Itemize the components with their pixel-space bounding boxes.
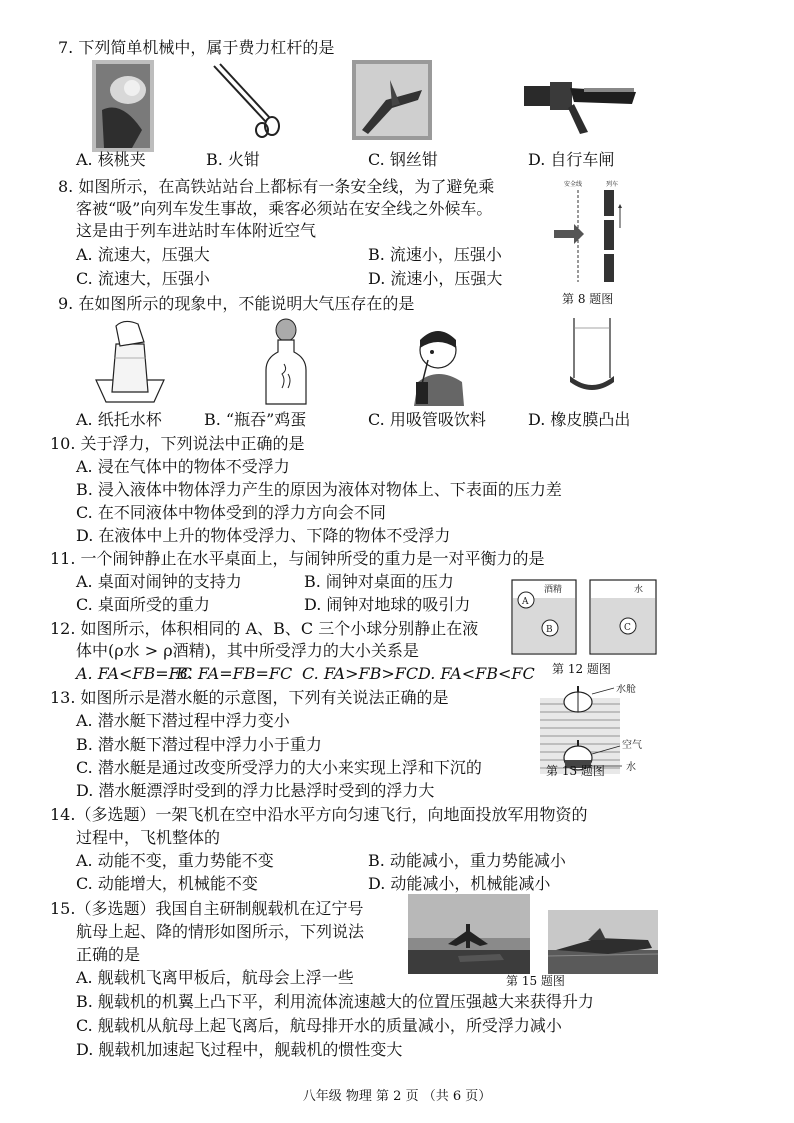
q12-stem-line2: 体中(ρ水 > ρ酒精)，其中所受浮力的大小关系是	[76, 641, 419, 660]
q14-option-b[interactable]: B. 动能减小，重力势能减小	[368, 851, 566, 870]
q10-stem: 10. 关于浮力，下列说法中正确的是	[50, 434, 305, 453]
q13-label-water: 水	[626, 762, 636, 773]
q13-option-a[interactable]: A. 潜水艇下潜过程中浮力变小	[76, 711, 290, 730]
q15-option-d[interactable]: D. 舰载机加速起飞过程中，舰载机的惯性变大	[76, 1040, 403, 1059]
q14-stem-line2: 过程中，飞机整体的	[76, 828, 221, 847]
q9-stem: 9. 在如图所示的现象中，不能说明大气压存在的是	[58, 294, 415, 313]
q12-figure	[510, 578, 660, 658]
q11-option-b[interactable]: B. 闹钟对桌面的压力	[304, 572, 454, 591]
bike-brake-photo	[524, 80, 640, 136]
bottle-egg-figure	[262, 318, 310, 406]
q7-option-d[interactable]: D. 自行车闸	[528, 150, 615, 169]
q14-option-c[interactable]: C. 动能增大，机械能不变	[76, 874, 258, 893]
q10-option-b[interactable]: B. 浸入液体中物体浮力产生的原因为液体对物体上、下表面的压力差	[76, 480, 562, 499]
q15-stem-line2: 航母上起、降的情形如图所示，下列说法	[76, 922, 365, 941]
q12-stem-line1: 12. 如图所示，体积相同的 A、B、C 三个小球分别静止在液	[50, 619, 479, 638]
q13-option-c[interactable]: C. 潜水艇是通过改变所受浮力的大小来实现上浮和下沉的	[76, 758, 482, 777]
q12-option-b[interactable]: B. FA=FB=FC	[176, 664, 293, 683]
q15-option-a[interactable]: A. 舰载机飞离甲板后，航母会上浮一些	[76, 968, 354, 987]
q14-stem-line1: 14.（多选题）一架飞机在空中沿水平方向匀速飞行，向地面投放军用物资的	[50, 805, 588, 824]
q8-option-b[interactable]: B. 流速小，压强小	[368, 245, 502, 264]
q14-option-d[interactable]: D. 动能减小，机械能减小	[368, 874, 551, 893]
q10-option-a[interactable]: A. 浸在气体中的物体不受浮力	[76, 457, 290, 476]
q11-option-c[interactable]: C. 桌面所受的重力	[76, 595, 210, 614]
q12-label-b: B	[546, 625, 553, 635]
q12-label-c: C	[624, 623, 631, 633]
q13-label-tank: 水舱	[616, 684, 636, 695]
q13-stem: 13. 如图所示是潜水艇的示意图，下列有关说法正确的是	[50, 688, 449, 707]
q11-stem: 11. 一个闹钟静止在水平桌面上，与闹钟所受的重力是一对平衡力的是	[50, 549, 545, 568]
q12-figure-caption: 第 12 题图	[552, 662, 611, 676]
q12-label-a: A	[522, 597, 529, 607]
q15-option-c[interactable]: C. 舰载机从航母上起飞离后，航母排开水的质量减小，所受浮力减小	[76, 1016, 562, 1035]
rubber-film-tube-figure	[568, 318, 616, 390]
q7-option-b[interactable]: B. 火钳	[206, 150, 260, 169]
q15-option-b[interactable]: B. 舰载机的机翼上凸下平，利用流体流速越大的位置压强越大来获得升力	[76, 992, 594, 1011]
q7-option-c[interactable]: C. 钢丝钳	[368, 150, 438, 169]
q8-option-d[interactable]: D. 流速小，压强大	[368, 269, 503, 288]
q8-stem-line1: 8. 如图所示，在高铁站站台上都标有一条安全线，为了避免乘	[58, 177, 495, 196]
jet-takeoff-photo	[408, 894, 530, 974]
q11-option-a[interactable]: A. 桌面对闹钟的支持力	[76, 572, 242, 591]
q9-option-d[interactable]: D. 橡皮膜凸出	[528, 410, 631, 429]
q10-option-c[interactable]: C. 在不同液体中物体受到的浮力方向会不同	[76, 503, 386, 522]
q13-label-air: 空气	[622, 740, 642, 751]
q13-option-d[interactable]: D. 潜水艇漂浮时受到的浮力比悬浮时受到的浮力大	[76, 781, 435, 800]
q12-label-alcohol: 酒精	[544, 585, 563, 595]
q9-option-a[interactable]: A. 纸托水杯	[76, 410, 162, 429]
q13-option-b[interactable]: B. 潜水艇下潜过程中浮力小于重力	[76, 735, 322, 754]
drinking-straw-figure	[408, 322, 470, 406]
q15-stem-line3: 正确的是	[76, 945, 141, 964]
q8-option-c[interactable]: C. 流速大，压强小	[76, 269, 210, 288]
q9-option-b[interactable]: B. “瓶吞”鸡蛋	[204, 410, 307, 429]
q9-option-c[interactable]: C. 用吸管吸饮料	[368, 410, 486, 429]
q12-option-a[interactable]: A. FA<FB=FC	[76, 664, 193, 683]
paper-cup-figure	[94, 318, 166, 406]
q13-figure-caption: 第 13 题图	[546, 764, 605, 778]
q8-label-train: 列车	[606, 182, 619, 188]
q15-stem-line1: 15.（多选题）我国自主研制舰载机在辽宁号	[50, 899, 364, 918]
q7-stem: 7. 下列简单机械中，属于费力杠杆的是	[58, 38, 335, 57]
jet-deck-photo	[548, 910, 658, 974]
train-safety-line-figure	[552, 178, 630, 286]
q7-option-a[interactable]: A. 核桃夹	[76, 150, 146, 169]
q8-option-a[interactable]: A. 流速大，压强大	[76, 245, 210, 264]
q11-option-d[interactable]: D. 闹钟对地球的吸引力	[304, 595, 471, 614]
q15-figure-caption: 第 15 题图	[506, 974, 565, 988]
q12-option-c[interactable]: C. FA>FB>FC	[302, 664, 419, 683]
q8-figure-caption: 第 8 题图	[562, 292, 614, 306]
q8-label-safety-line: 安全线	[564, 182, 583, 188]
q8-stem-line2: 客被“吸”向列车发生事故，乘客必须站在安全线之外候车。	[76, 199, 493, 218]
walnut-cracker-photo	[92, 60, 154, 152]
q12-option-d[interactable]: D. FA<FB<FC	[418, 664, 535, 683]
q8-stem-line3: 这是由于列车进站时车体附近空气	[76, 221, 317, 240]
page-footer: 八年级 物理 第 2 页 （共 6 页）	[302, 1089, 492, 1104]
pliers-photo	[352, 60, 432, 140]
q12-label-water: 水	[634, 585, 644, 595]
q10-option-d[interactable]: D. 在液体中上升的物体受浮力、下降的物体不受浮力	[76, 526, 451, 545]
q14-option-a[interactable]: A. 动能不变，重力势能不变	[76, 851, 274, 870]
fire-tongs-icon	[210, 62, 282, 138]
